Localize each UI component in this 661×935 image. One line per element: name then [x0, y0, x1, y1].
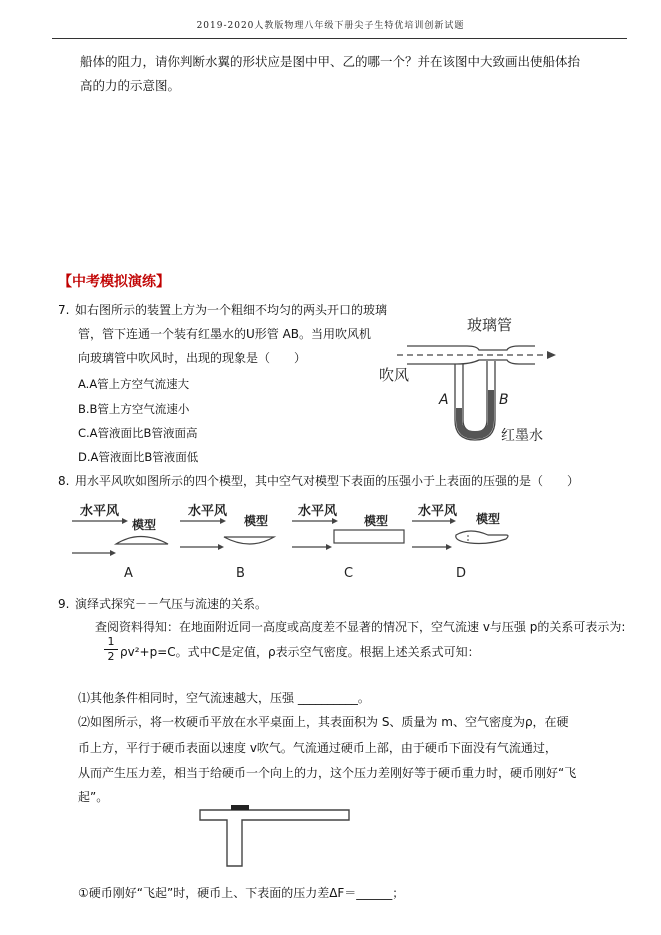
letter-c: C: [344, 566, 354, 581]
letter-a: A: [124, 566, 133, 581]
section-title: 【中考模拟演练】: [58, 274, 170, 290]
u-tube-inner: [463, 361, 487, 432]
wind-label-a: 水平风: [80, 504, 120, 519]
intro-line-2: 高的力的示意图。: [80, 78, 181, 93]
model-label-a: 模型: [132, 518, 157, 532]
q9-paragraph-2: ρv²+p=C。式中C是定值，ρ表示空气密度。根据上述关系式可知：: [120, 645, 480, 659]
header-divider: [52, 38, 627, 39]
t-tube-outline: [200, 810, 349, 866]
model-c-shape: [334, 530, 404, 543]
q7-option-c: C.A管液面比B管液面高: [78, 426, 198, 440]
coin: [231, 805, 249, 810]
wind-label-d: 水平风: [418, 504, 458, 519]
q9-fraction: [104, 636, 118, 663]
q9-number: 9.: [58, 597, 70, 611]
model-label-d: 模型: [476, 512, 501, 526]
model-d-shape: [456, 531, 508, 544]
model-d: [412, 503, 508, 581]
q9-sub-2-line-2: 币上方，平行于硬币表面以速度 v吹气。气流通过硬币上部，由于硬币下面没有气流通过，: [78, 741, 557, 755]
model-a: [72, 503, 168, 581]
q9-sub-3: ①硬币刚好“飞起”时，硬币上、下表面的压力差ΔF＝______；: [78, 886, 405, 900]
q9-sub-1: ⑴其他条件相同时，空气流速越大，压强 __________。: [78, 691, 370, 705]
q8-number: 8.: [58, 474, 70, 488]
fraction-numerator: 1: [107, 635, 115, 648]
q7-line-1: 如右图所示的装置上方为一个粗细不均匀的两头开口的玻璃: [75, 303, 388, 317]
q8-line-1: 用水平风吹如图所示的四个模型，其中空气对模型下表面的压强小于上表面的压强的是（ ）: [75, 474, 580, 488]
q7-option-b: B.B管上方空气流速小: [78, 402, 190, 416]
q7-line-2: 管，管下连通一个装有红墨水的U形管 AB。当用吹风机: [78, 327, 372, 341]
model-a-shape: [116, 537, 168, 545]
model-label-c: 模型: [364, 514, 389, 528]
wind-label-b: 水平风: [188, 504, 228, 519]
glass-tube-top: [407, 346, 535, 350]
q7-option-d: D.A管液面比B管液面低: [78, 450, 199, 464]
q8-models-figure: [70, 497, 530, 581]
glass-tube-bottom: [407, 360, 535, 364]
model-label-b: 模型: [244, 514, 269, 528]
letter-b: B: [236, 566, 245, 581]
tube-label: 玻璃管: [467, 316, 513, 334]
letter-d: D: [456, 566, 467, 581]
model-b-shape: [224, 537, 274, 544]
coin-tube-figure: [197, 798, 357, 870]
page-header: 2019-2020人教版物理八年级下册尖子生特优培训创新试题: [196, 21, 465, 31]
model-b: [180, 503, 274, 581]
b-label: B: [499, 392, 509, 408]
red-ink-liquid: [456, 390, 494, 439]
q9-sub-2-line-4: 起”。: [78, 790, 109, 804]
model-c: [292, 503, 404, 581]
wind-label-c: 水平风: [298, 504, 338, 519]
q9-paragraph-1: 查阅资料得知：在地面附近同一高度或高度差不显著的情况下，空气流速 v与压强 p的关系可表示为:: [95, 620, 626, 634]
ink-label: 红墨水: [501, 428, 543, 444]
airflow-arrowhead: [547, 351, 556, 359]
q7-apparatus-figure: [375, 308, 575, 448]
a-label: A: [439, 392, 449, 408]
q9-sub-2-line-3: 从而产生压力差，相当于给硬币一个向上的力，这个压力差刚好等于硬币重力时，硬币刚好“飞: [78, 766, 577, 780]
fraction-denominator: 2: [107, 650, 115, 663]
wind-label: 吹风: [379, 366, 410, 384]
intro-line-1: 船体的阻力，请你判断水翼的形状应是图中甲、乙的哪一个？并在该图中大致画出使船体抬: [80, 54, 581, 69]
q9-sub-2-line-1: ⑵如图所示，将一枚硬币平放在水平桌面上，其表面积为 S、质量为 m、空气密度为ρ，在硬: [78, 715, 569, 729]
q7-line-3: 向玻璃管中吹风时，出现的现象是（ ）: [78, 351, 307, 365]
q7-number: 7.: [58, 303, 70, 317]
q9-title: 演绎式探究－－气压与流速的关系。: [75, 597, 268, 611]
q7-option-a: A.A管上方空气流速大: [78, 377, 190, 391]
